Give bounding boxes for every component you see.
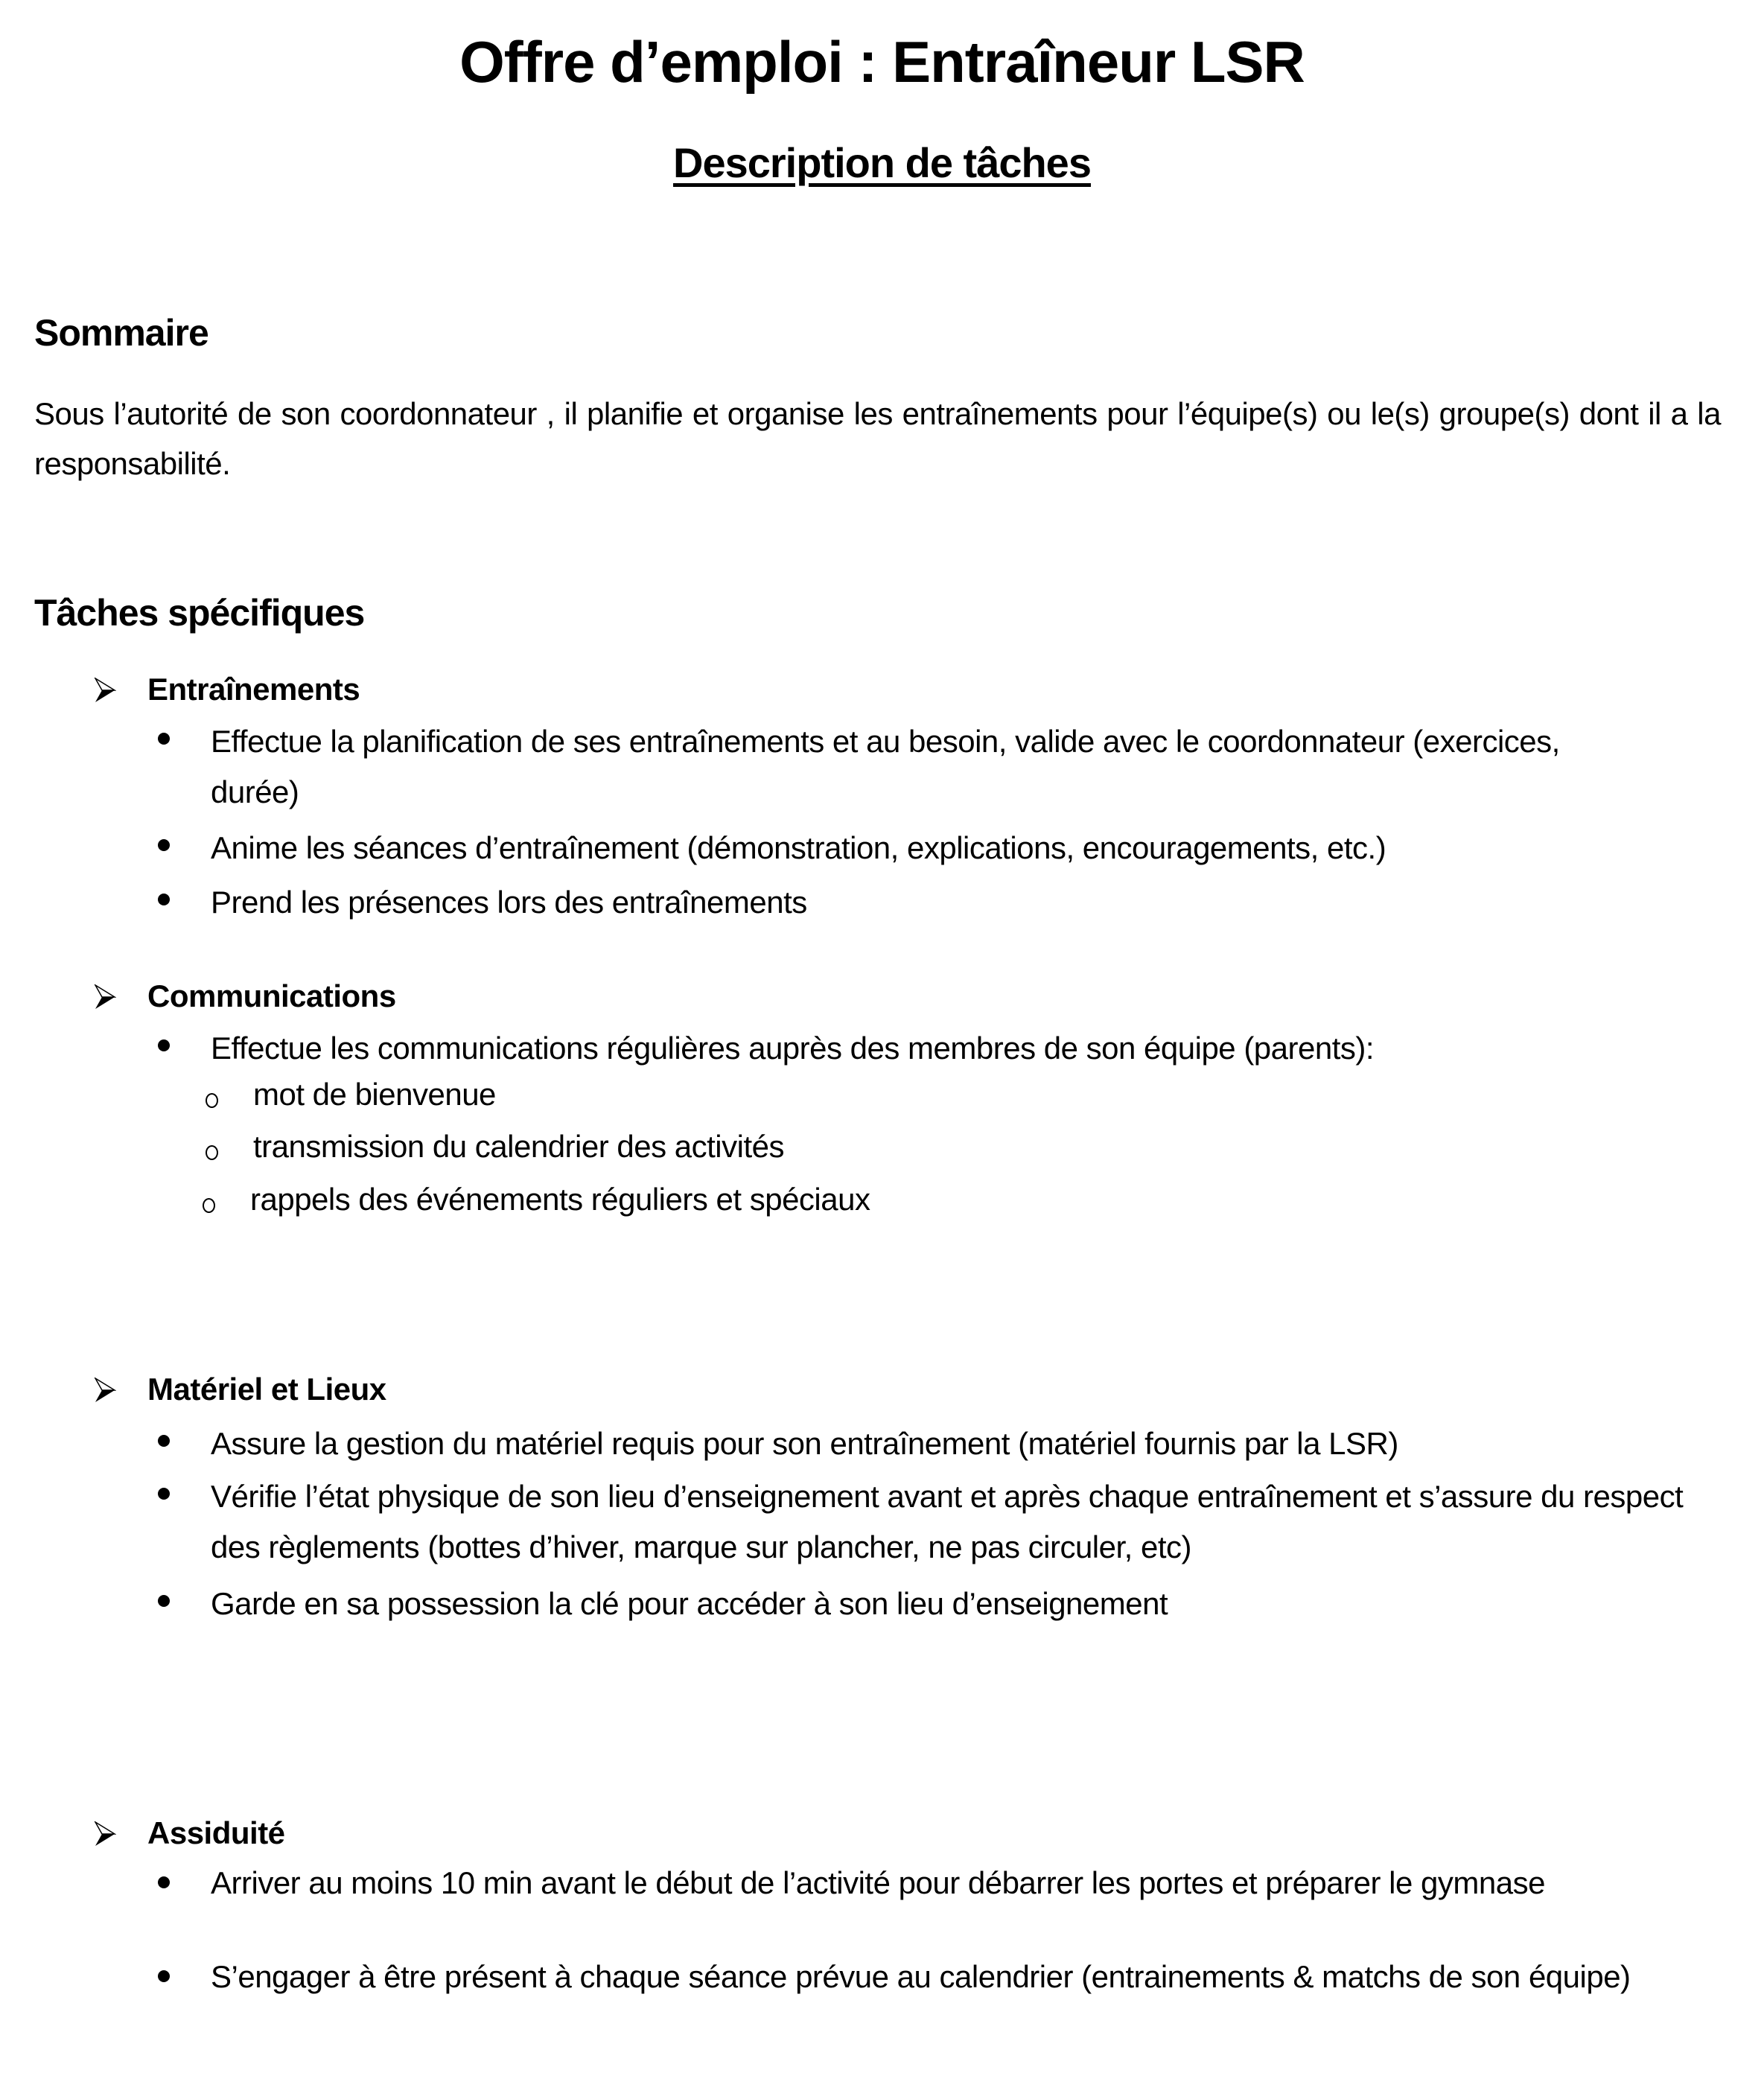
filled-circle-bullet-icon — [158, 1039, 170, 1051]
document-title: Offre d’emploi : Entraîneur LSR — [459, 29, 1305, 95]
list-item-text: Garde en sa possession la clé pour accéder à son lieu d’enseignement — [211, 1586, 1168, 1621]
hollow-circle-bullet-icon — [203, 1198, 215, 1213]
sub-list-item — [206, 1129, 1248, 1174]
filled-circle-bullet-icon — [158, 1876, 170, 1888]
list-item-text: Effectue la planification de ses entraînements et au besoin, valide avec le coordonnateur (exercices, durée) — [211, 724, 1560, 809]
list-item-text: S’engager à être présent à chaque séance prévue au calendrier (entrainements & matchs de son équipe) — [211, 1959, 1631, 1994]
section-title: Assiduité — [147, 1815, 285, 1850]
arrowhead-bullet-icon — [94, 1378, 116, 1403]
filled-circle-bullet-icon — [158, 733, 170, 745]
sub-list-item-text: mot de bienvenue — [253, 1077, 496, 1112]
sub-list-item-text: transmission du calendrier des activités — [253, 1129, 784, 1164]
section-communications — [94, 978, 396, 1014]
section-title: Matériel et Lieux — [147, 1372, 386, 1407]
arrowhead-bullet-icon — [94, 678, 116, 703]
summary-paragraph: Sous l’autorité de son coordonnateur , il planifie et organise les entraînements pour l’équipe(s) ou le(s) groupe(s) dont il a la responsabilité. — [34, 396, 1721, 481]
filled-circle-bullet-icon — [158, 839, 170, 851]
filled-circle-bullet-icon — [158, 1595, 170, 1607]
filled-circle-bullet-icon — [158, 1435, 170, 1447]
sub-list-item-text: rappels des événements réguliers et spéciaux — [250, 1182, 870, 1217]
document-subtitle-text: Description de tâches — [673, 139, 1091, 186]
list-item-text: Anime les séances d’entraînement (démonstration, explications, encouragements, etc.) — [211, 830, 1386, 865]
arrowhead-bullet-icon — [94, 984, 116, 1010]
hollow-circle-bullet-icon — [206, 1145, 218, 1160]
section-title: Communications — [147, 978, 396, 1013]
filled-circle-bullet-icon — [158, 1488, 170, 1500]
document-subtitle — [0, 138, 1764, 187]
section-title: Entraînements — [147, 672, 360, 707]
filled-circle-bullet-icon — [158, 1970, 170, 1982]
arrowhead-bullet-icon — [94, 1821, 116, 1847]
list-item-text: Vérifie l’état physique de son lieu d’enseignement avant et après chaque entraînement et s’assure du respect des règlements (bottes d’hiver, marque sur plancher, ne pas circuler, etc) — [211, 1479, 1684, 1564]
list-item-text: Assure la gestion du matériel requis pour son entraînement (matériel fournis par la LSR) — [211, 1426, 1398, 1461]
section-entrainements — [94, 672, 360, 707]
summary-heading: Sommaire — [34, 312, 208, 354]
list-item-text: Arriver au moins 10 min avant le début de l’activité pour débarrer les portes et préparer le gymnase — [211, 1865, 1545, 1900]
hollow-circle-bullet-icon — [206, 1093, 218, 1108]
list-item-text: Effectue les communications régulières auprès des membres de son équipe (parents): — [211, 1031, 1375, 1066]
section-materiel-et-lieux — [94, 1372, 386, 1407]
filled-circle-bullet-icon — [158, 894, 170, 905]
tasks-heading: Tâches spécifiques — [34, 592, 365, 634]
section-assiduite — [94, 1815, 285, 1851]
list-item-text: Prend les présences lors des entraînements — [211, 885, 807, 920]
sub-list-item — [203, 1182, 1245, 1226]
sub-list-item — [206, 1077, 1248, 1121]
